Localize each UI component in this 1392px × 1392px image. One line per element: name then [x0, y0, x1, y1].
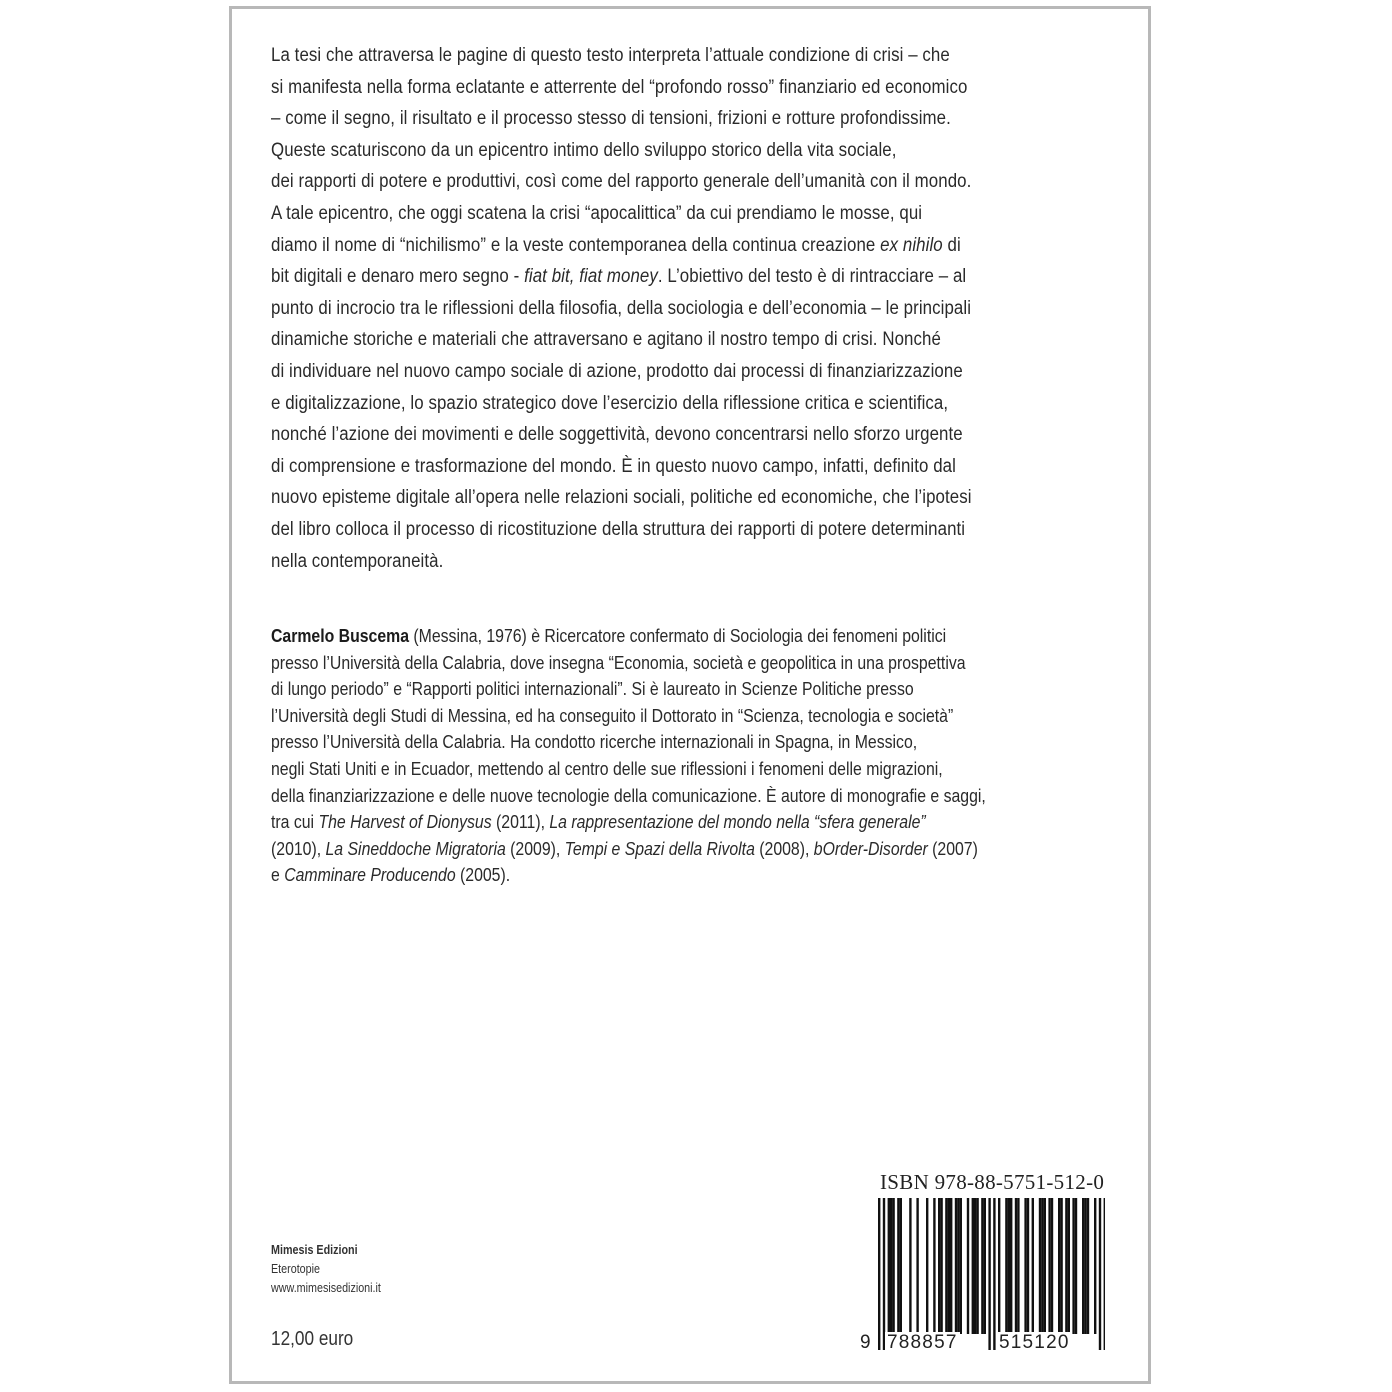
barcode-bar — [940, 1198, 942, 1334]
synopsis-line: si manifesta nella forma eclatante e atterrente del “profondo rosso” finanziario ed economico — [271, 75, 968, 98]
barcode-bar — [993, 1198, 995, 1350]
barcode-bar — [945, 1198, 947, 1334]
bio-text-run: (2009), — [505, 837, 565, 859]
book-title: La rappresentazione del mondo nella “sfera generale” — [549, 811, 926, 833]
bio-line: della finanziarizzazione e delle nuove tecnologie della comunicazione. È autore di monografie e saggi, — [271, 784, 986, 806]
synopsis-line: nonché l’azione dei movimenti e delle soggettività, devono concentrarsi nello sforzo urgente — [271, 423, 963, 446]
synopsis-text-run: diamo il nome di “nichilismo” e la veste contemporanea della continua creazione — [271, 233, 881, 256]
barcode-bar — [1010, 1198, 1012, 1334]
barcode-bar — [960, 1198, 962, 1334]
bio-text-run: (2008), — [754, 837, 814, 859]
synopsis-italic-term: fiat bit, fiat money — [524, 265, 658, 288]
book-title: La Sineddoche Migratoria — [325, 837, 506, 859]
barcode-bar — [1051, 1198, 1053, 1334]
bio-text-run: (2007) — [927, 837, 978, 859]
barcode-bar — [984, 1198, 986, 1334]
synopsis-line — [271, 261, 998, 293]
book-title: The Harvest of Dionysus — [318, 811, 492, 833]
barcode — [860, 1196, 1105, 1366]
synopsis-line: di individuare nel nuovo campo sociale di azione, prodotto dai processi di finanziarizzazione — [271, 359, 963, 382]
barcode-bar — [897, 1198, 899, 1334]
barcode-bar — [890, 1198, 892, 1334]
synopsis-line: La tesi che attraversa le pagine di questo testo interpreta l’attuale condizione di crisi – che — [271, 44, 950, 66]
barcode-left-digits: 788857 — [887, 1332, 958, 1353]
synopsis-line: punto di incrocio tra le riflessioni della filosofia, della sociologia e dell’economia – le principali — [271, 296, 972, 319]
synopsis-italic-term: ex nihilo — [880, 233, 943, 256]
barcode-first-digit: 9 — [860, 1332, 871, 1353]
synopsis-text-run: . L’obiettivo del testo è di rintracciare – al — [657, 265, 967, 288]
barcode-bar — [998, 1198, 1000, 1334]
bio-text-run: (2005). — [455, 864, 511, 886]
bio-line: presso l’Università della Calabria, dove insegna “Economia, società e geopolitica in una prospettiva — [271, 651, 966, 673]
bio-line — [271, 862, 993, 889]
barcode-bar — [1060, 1198, 1062, 1334]
publisher-imprint — [271, 1241, 381, 1298]
synopsis-line: dei rapporti di potere e produttivi, così come del rapporto generale dell’umanità con il mondo. — [271, 170, 972, 193]
bio-line: l’Università degli Studi di Messina, ed ha conseguito il Dottorato in “Scienza, tecnologia e società” — [271, 704, 954, 726]
synopsis-line: nella contemporaneità. — [271, 549, 444, 572]
publisher-website: www.mimesisedizioni.it — [271, 1281, 381, 1295]
barcode-bar — [948, 1198, 950, 1334]
barcode-bar — [1017, 1198, 1019, 1334]
publisher-name: Mimesis Edizioni — [271, 1243, 358, 1257]
barcode-bar — [955, 1198, 957, 1334]
barcode-bar — [1027, 1198, 1029, 1334]
barcode-bar — [916, 1198, 918, 1334]
barcode-bar — [1005, 1198, 1007, 1334]
barcode-bar — [976, 1198, 978, 1334]
synopsis-line: di comprensione e trasformazione del mondo. È in questo nuovo campo, infatti, definito dal — [271, 454, 956, 477]
synopsis-line — [271, 230, 998, 262]
barcode-bar — [878, 1198, 880, 1350]
barcode-bar — [981, 1198, 983, 1334]
synopsis-line: A tale epicentro, che oggi scatena la crisi “apocalittica” da cui prendiamo le mosse, qui — [271, 201, 923, 224]
author-bio — [271, 623, 993, 889]
isbn-label: ISBN 978-88-5751-512-0 — [880, 1170, 1105, 1194]
barcode-bar — [957, 1198, 959, 1334]
barcode-bar — [938, 1198, 940, 1334]
bio-text-run: tra cui — [271, 811, 319, 833]
barcode-bar — [988, 1198, 990, 1350]
bio-line: negli Stati Uniti e in Ecuador, mettendo al centro delle sue riflessioni i fenomeni delle migrazioni, — [271, 757, 943, 779]
barcode-bar — [1015, 1198, 1017, 1334]
synopsis-line: Queste scaturiscono da un epicentro intimo dello sviluppo storico della vita sociale, — [271, 138, 897, 161]
barcode-bar — [1024, 1198, 1026, 1334]
barcode-bar — [974, 1198, 976, 1334]
bio-line — [271, 809, 993, 836]
synopsis-line: e digitalizzazione, lo spazio strategico dove l’esercizio della riflessione critica e scientifica, — [271, 391, 949, 414]
synopsis-text-run: bit digitali e denaro mero segno - — [271, 265, 525, 288]
barcode-bar — [1075, 1198, 1077, 1334]
barcode-bar — [1044, 1198, 1046, 1334]
barcode-bar — [1104, 1198, 1105, 1350]
barcode-bar — [892, 1198, 894, 1334]
synopsis-text-run: di — [942, 233, 961, 256]
barcode-bar — [1048, 1198, 1050, 1334]
bio-text-run: (2011), — [491, 811, 550, 833]
synopsis-line: nuovo episteme digitale all’opera nelle relazioni sociali, politiche ed economiche, che l’ipotesi — [271, 486, 972, 509]
barcode-bar — [909, 1198, 911, 1334]
barcode-bar — [926, 1198, 928, 1334]
barcode-bar — [950, 1198, 952, 1334]
barcode-bar — [1082, 1198, 1084, 1334]
bio-line: presso l’Università della Calabria. Ha condotto ricerche internazionali in Spagna, in Messico, — [271, 731, 918, 753]
synopsis-line: – come il segno, il risultato e il processo stesso di tensioni, frizioni e rotture profondissime. — [271, 107, 951, 130]
barcode-bar — [1099, 1198, 1101, 1350]
barcode-bar — [1072, 1198, 1074, 1334]
book-title: bOrder-Disorder — [813, 837, 928, 859]
barcode-bar — [1094, 1198, 1096, 1334]
bio-line — [271, 836, 993, 863]
bio-text-run: (Messina, 1976) è Ricercatore confermato di Sociologia dei fenomeni politici — [409, 625, 947, 646]
bio-text-run: e — [271, 864, 285, 886]
synopsis-line: dinamiche storiche e materiali che attraversano e agitano il nostro tempo di crisi. Nonché — [271, 328, 941, 351]
book-title: Tempi e Spazi della Rivolta — [564, 837, 755, 859]
bio-line — [271, 623, 993, 650]
barcode-right-digits: 515120 — [999, 1332, 1070, 1353]
barcode-bar — [967, 1198, 969, 1334]
barcode-bar — [1065, 1198, 1067, 1334]
book-title: Camminare Producendo — [284, 864, 456, 886]
author-name: Carmelo Buscema — [271, 625, 410, 646]
series-name: Eterotopie — [271, 1262, 321, 1276]
price-label: 12,00 euro — [271, 1328, 354, 1350]
barcode-bar — [1039, 1198, 1041, 1334]
barcode-bar — [933, 1198, 935, 1334]
barcode-bar — [888, 1198, 890, 1334]
barcode-bar — [900, 1198, 902, 1334]
synopsis-text — [271, 40, 998, 577]
barcode-bar — [1032, 1198, 1034, 1334]
barcode-bar — [1068, 1198, 1070, 1334]
synopsis-line: del libro colloca il processo di ricostituzione della struttura dei rapporti di potere determinanti — [271, 517, 966, 540]
bio-text-run: (2010), — [271, 837, 326, 859]
barcode-bar — [1058, 1198, 1060, 1334]
barcode-bar — [1087, 1198, 1089, 1334]
barcode-bar — [1041, 1198, 1043, 1334]
barcode-bar — [972, 1198, 974, 1334]
barcode-bar — [1084, 1198, 1086, 1334]
barcode-bar — [1008, 1198, 1010, 1334]
bio-line: di lungo periodo” e “Rapporti politici internazionali”. Si è laureato in Scienze Politiche presso — [271, 678, 914, 700]
barcode-bar — [883, 1198, 885, 1350]
